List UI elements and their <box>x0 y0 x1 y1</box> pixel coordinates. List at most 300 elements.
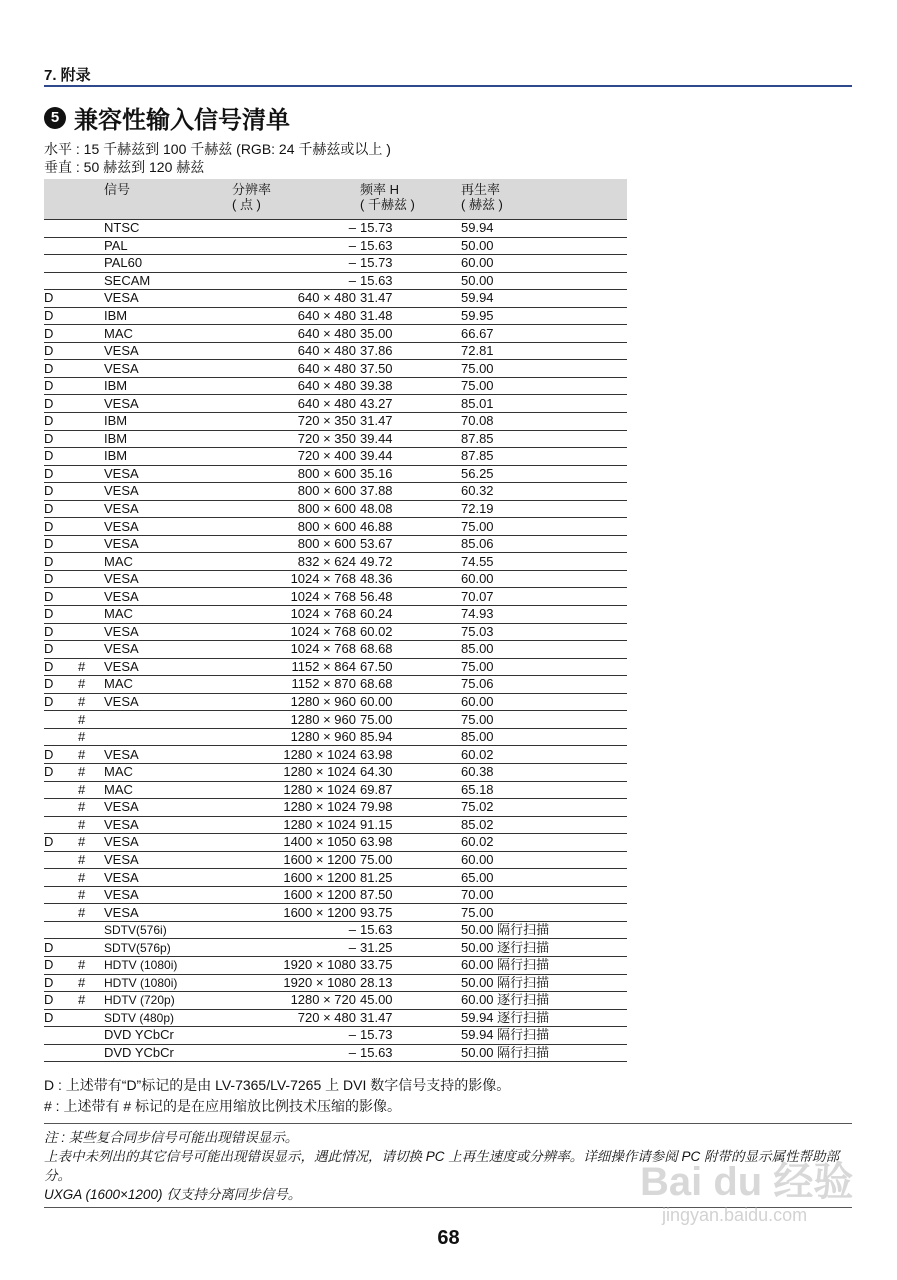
title-number-badge: 5 <box>44 107 66 129</box>
table-row <box>44 623 627 641</box>
cell-frequency: 15.63 <box>360 272 461 290</box>
note-line: UXGA (1600×1200) 仅支持分离同步信号。 <box>44 1187 302 1202</box>
table-row <box>44 869 627 887</box>
cell-refresh: 60.00 <box>461 693 627 711</box>
table-row <box>44 886 627 904</box>
cell-d-mark: D <box>44 693 78 711</box>
cell-frequency: 53.67 <box>360 535 461 553</box>
cell-hash-mark <box>78 1027 104 1045</box>
cell-refresh: 87.85 <box>461 448 627 466</box>
cell-signal: VESA <box>104 869 196 887</box>
table-row <box>44 763 627 781</box>
cell-d-mark <box>44 904 78 922</box>
cell-hash-mark: # <box>78 851 104 869</box>
cell-refresh: 65.18 <box>461 781 627 799</box>
cell-signal: DVD YCbCr <box>104 1027 196 1045</box>
header-frequency-l1: 频率 H <box>360 182 400 197</box>
cell-hash-mark: # <box>78 658 104 676</box>
cell-frequency: 31.47 <box>360 413 461 431</box>
cell-d-mark: D <box>44 290 78 308</box>
cell-hash-mark: # <box>78 816 104 834</box>
cell-frequency: 15.73 <box>360 220 461 238</box>
cell-refresh: 70.08 <box>461 413 627 431</box>
cell-signal: IBM <box>104 377 196 395</box>
cell-signal: VESA <box>104 500 196 518</box>
cell-d-mark: D <box>44 763 78 781</box>
cell-d-mark: D <box>44 307 78 325</box>
cell-d-mark: D <box>44 834 78 852</box>
cell-resolution: 640 × 480 <box>196 342 360 360</box>
table-row <box>44 220 627 238</box>
cell-d-mark: D <box>44 939 78 957</box>
cell-hash-mark <box>78 483 104 501</box>
cell-frequency: 87.50 <box>360 886 461 904</box>
cell-refresh: 60.00 <box>461 570 627 588</box>
header-frequency <box>360 179 461 220</box>
cell-resolution: 1152 × 870 <box>196 676 360 694</box>
cell-d-mark: D <box>44 956 78 974</box>
cell-resolution: 1280 × 1024 <box>196 781 360 799</box>
cell-refresh: 85.00 <box>461 641 627 659</box>
cell-signal: HDTV (720p) <box>104 992 196 1010</box>
cell-d-mark <box>44 237 78 255</box>
cell-resolution: 800 × 600 <box>196 518 360 536</box>
cell-resolution: 1280 × 960 <box>196 693 360 711</box>
table-body <box>44 220 627 1062</box>
cell-d-mark: D <box>44 483 78 501</box>
cell-resolution: 1600 × 1200 <box>196 851 360 869</box>
cell-frequency: 63.98 <box>360 746 461 764</box>
cell-hash-mark: # <box>78 746 104 764</box>
cell-d-mark <box>44 816 78 834</box>
legend-d: D : 上述带有“D”标记的是由 LV-7365/LV-7265 上 DVI 数字信号支持的影像。 <box>44 1077 511 1093</box>
cell-hash-mark <box>78 360 104 378</box>
cell-resolution: 800 × 600 <box>196 535 360 553</box>
cell-resolution: 800 × 600 <box>196 500 360 518</box>
cell-d-mark: D <box>44 992 78 1010</box>
table-row <box>44 483 627 501</box>
cell-hash-mark <box>78 518 104 536</box>
cell-resolution: 1024 × 768 <box>196 570 360 588</box>
cell-frequency: 37.86 <box>360 342 461 360</box>
cell-hash-mark <box>78 1044 104 1062</box>
cell-refresh: 75.00 <box>461 360 627 378</box>
cell-resolution: – <box>196 255 360 273</box>
cell-refresh: 85.02 <box>461 816 627 834</box>
cell-hash-mark: # <box>78 799 104 817</box>
cell-signal: VESA <box>104 641 196 659</box>
cell-d-mark: D <box>44 430 78 448</box>
cell-signal: VESA <box>104 290 196 308</box>
cell-signal: VESA <box>104 834 196 852</box>
cell-signal: IBM <box>104 307 196 325</box>
table-row <box>44 307 627 325</box>
cell-d-mark <box>44 255 78 273</box>
cell-hash-mark: # <box>78 956 104 974</box>
cell-hash-mark: # <box>78 763 104 781</box>
cell-resolution: – <box>196 237 360 255</box>
cell-d-mark <box>44 711 78 729</box>
cell-hash-mark: # <box>78 992 104 1010</box>
legend-hash: # : 上述带有 # 标记的是在应用缩放比例技术压缩的影像。 <box>44 1098 402 1114</box>
cell-refresh: 59.95 <box>461 307 627 325</box>
cell-refresh: 59.94 隔行扫描 <box>461 1027 627 1045</box>
cell-resolution: 640 × 480 <box>196 360 360 378</box>
cell-refresh: 75.00 <box>461 711 627 729</box>
cell-frequency: 28.13 <box>360 974 461 992</box>
table-row <box>44 465 627 483</box>
cell-d-mark <box>44 220 78 238</box>
cell-refresh: 85.01 <box>461 395 627 413</box>
cell-frequency: 68.68 <box>360 676 461 694</box>
cell-hash-mark: # <box>78 711 104 729</box>
cell-signal: VESA <box>104 465 196 483</box>
cell-frequency: 75.00 <box>360 711 461 729</box>
cell-signal: SECAM <box>104 272 196 290</box>
cell-refresh: 72.19 <box>461 500 627 518</box>
cell-refresh: 56.25 <box>461 465 627 483</box>
table-row <box>44 360 627 378</box>
cell-d-mark: D <box>44 1009 78 1027</box>
signal-table <box>44 179 627 1062</box>
cell-hash-mark <box>78 307 104 325</box>
cell-refresh: 75.00 <box>461 518 627 536</box>
table-row <box>44 500 627 518</box>
cell-signal: VESA <box>104 518 196 536</box>
table-header-row <box>44 179 627 220</box>
table-row <box>44 746 627 764</box>
cell-hash-mark <box>78 448 104 466</box>
cell-hash-mark <box>78 237 104 255</box>
cell-signal: IBM <box>104 448 196 466</box>
cell-signal: VESA <box>104 904 196 922</box>
cell-resolution: 640 × 480 <box>196 307 360 325</box>
cell-resolution: 800 × 600 <box>196 465 360 483</box>
cell-refresh: 75.06 <box>461 676 627 694</box>
cell-refresh: 74.55 <box>461 553 627 571</box>
cell-signal: SDTV(576p) <box>104 939 196 957</box>
table-row <box>44 658 627 676</box>
table-row <box>44 851 627 869</box>
cell-hash-mark <box>78 272 104 290</box>
cell-frequency: 75.00 <box>360 851 461 869</box>
baidu-watermark-url: jingyan.baidu.com <box>662 1205 808 1225</box>
cell-resolution: – <box>196 220 360 238</box>
cell-signal: VESA <box>104 535 196 553</box>
cell-hash-mark <box>78 395 104 413</box>
cell-frequency: 85.94 <box>360 728 461 746</box>
cell-refresh: 60.38 <box>461 763 627 781</box>
table-row <box>44 1009 627 1027</box>
cell-refresh: 59.94 逐行扫描 <box>461 1009 627 1027</box>
table-row <box>44 606 627 624</box>
cell-signal: VESA <box>104 360 196 378</box>
cell-d-mark: D <box>44 974 78 992</box>
table-row <box>44 395 627 413</box>
cell-frequency: 46.88 <box>360 518 461 536</box>
cell-d-mark: D <box>44 360 78 378</box>
cell-hash-mark <box>78 342 104 360</box>
cell-d-mark <box>44 799 78 817</box>
cell-refresh: 85.00 <box>461 728 627 746</box>
header-hash <box>78 179 104 220</box>
page-number: 68 <box>437 1227 460 1249</box>
spec-vertical: 垂直 : 50 赫兹到 120 赫兹 <box>44 159 205 175</box>
table-row <box>44 272 627 290</box>
cell-resolution: 1280 × 720 <box>196 992 360 1010</box>
cell-d-mark: D <box>44 395 78 413</box>
cell-d-mark <box>44 886 78 904</box>
cell-resolution: 1280 × 960 <box>196 728 360 746</box>
cell-resolution: – <box>196 921 360 939</box>
cell-hash-mark <box>78 325 104 343</box>
cell-signal: VESA <box>104 588 196 606</box>
cell-hash-mark <box>78 553 104 571</box>
cell-hash-mark: # <box>78 781 104 799</box>
cell-refresh: 50.00 <box>461 237 627 255</box>
cell-refresh: 50.00 隔行扫描 <box>461 921 627 939</box>
cell-frequency: 60.24 <box>360 606 461 624</box>
cell-signal: MAC <box>104 325 196 343</box>
cell-frequency: 31.47 <box>360 290 461 308</box>
table-row <box>44 641 627 659</box>
cell-frequency: 69.87 <box>360 781 461 799</box>
cell-signal: DVD YCbCr <box>104 1044 196 1062</box>
cell-d-mark: D <box>44 413 78 431</box>
cell-hash-mark <box>78 377 104 395</box>
cell-d-mark: D <box>44 658 78 676</box>
table-row <box>44 693 627 711</box>
cell-signal: PAL60 <box>104 255 196 273</box>
cell-hash-mark <box>78 255 104 273</box>
cell-frequency: 81.25 <box>360 869 461 887</box>
cell-hash-mark <box>78 413 104 431</box>
cell-signal: HDTV (1080i) <box>104 974 196 992</box>
cell-d-mark <box>44 1027 78 1045</box>
cell-signal: VESA <box>104 570 196 588</box>
cell-signal: VESA <box>104 693 196 711</box>
cell-resolution: – <box>196 1044 360 1062</box>
cell-frequency: 31.48 <box>360 307 461 325</box>
cell-refresh: 75.03 <box>461 623 627 641</box>
cell-d-mark <box>44 728 78 746</box>
cell-resolution: 1600 × 1200 <box>196 904 360 922</box>
cell-frequency: 15.63 <box>360 1044 461 1062</box>
cell-hash-mark <box>78 570 104 588</box>
cell-d-mark <box>44 869 78 887</box>
cell-frequency: 15.73 <box>360 255 461 273</box>
cell-frequency: 63.98 <box>360 834 461 852</box>
table-row <box>44 518 627 536</box>
cell-frequency: 49.72 <box>360 553 461 571</box>
table-row <box>44 237 627 255</box>
cell-refresh: 60.00 隔行扫描 <box>461 956 627 974</box>
table-row <box>44 956 627 974</box>
cell-d-mark: D <box>44 623 78 641</box>
cell-signal: IBM <box>104 413 196 431</box>
section-rule <box>44 85 852 87</box>
cell-frequency: 60.02 <box>360 623 461 641</box>
cell-hash-mark <box>78 641 104 659</box>
cell-resolution: – <box>196 1027 360 1045</box>
cell-refresh: 60.00 <box>461 851 627 869</box>
table-row <box>44 570 627 588</box>
cell-frequency: 45.00 <box>360 992 461 1010</box>
cell-signal <box>104 711 196 729</box>
cell-signal: VESA <box>104 483 196 501</box>
cell-refresh: 59.94 <box>461 290 627 308</box>
cell-frequency: 68.68 <box>360 641 461 659</box>
cell-refresh: 50.00 隔行扫描 <box>461 974 627 992</box>
header-refresh <box>461 179 627 220</box>
cell-frequency: 67.50 <box>360 658 461 676</box>
cell-resolution: – <box>196 272 360 290</box>
cell-signal <box>104 728 196 746</box>
table-row <box>44 781 627 799</box>
cell-resolution: 1024 × 768 <box>196 641 360 659</box>
table-row <box>44 676 627 694</box>
cell-refresh: 75.00 <box>461 658 627 676</box>
cell-signal: MAC <box>104 606 196 624</box>
cell-d-mark: D <box>44 746 78 764</box>
cell-signal: VESA <box>104 342 196 360</box>
cell-hash-mark: # <box>78 676 104 694</box>
table-row <box>44 325 627 343</box>
section-heading: 7. 附录 <box>44 67 91 84</box>
table-row <box>44 816 627 834</box>
cell-d-mark: D <box>44 342 78 360</box>
cell-frequency: 93.75 <box>360 904 461 922</box>
note-line: 注 : 某些复合同步信号可能出现错误显示。 <box>44 1130 299 1145</box>
cell-resolution: 800 × 600 <box>196 483 360 501</box>
cell-hash-mark <box>78 588 104 606</box>
cell-hash-mark <box>78 500 104 518</box>
cell-d-mark <box>44 1044 78 1062</box>
cell-frequency: 91.15 <box>360 816 461 834</box>
header-resolution-l2: ( 点 ) <box>232 197 261 212</box>
cell-hash-mark <box>78 921 104 939</box>
header-refresh-l2: ( 赫兹 ) <box>461 197 503 212</box>
table-row <box>44 255 627 273</box>
cell-d-mark: D <box>44 325 78 343</box>
cell-signal: IBM <box>104 430 196 448</box>
table-row <box>44 799 627 817</box>
table-row <box>44 939 627 957</box>
cell-resolution: 1920 × 1080 <box>196 974 360 992</box>
cell-resolution: 720 × 480 <box>196 1009 360 1027</box>
header-refresh-l1: 再生率 <box>461 182 501 197</box>
cell-refresh: 66.67 <box>461 325 627 343</box>
cell-refresh: 87.85 <box>461 430 627 448</box>
table-row <box>44 921 627 939</box>
cell-resolution: 1024 × 768 <box>196 588 360 606</box>
cell-hash-mark: # <box>78 834 104 852</box>
cell-hash-mark <box>78 290 104 308</box>
cell-frequency: 48.36 <box>360 570 461 588</box>
cell-refresh: 75.02 <box>461 799 627 817</box>
cell-frequency: 37.50 <box>360 360 461 378</box>
cell-resolution: 640 × 480 <box>196 325 360 343</box>
cell-d-mark: D <box>44 448 78 466</box>
cell-frequency: 39.44 <box>360 430 461 448</box>
table-row <box>44 711 627 729</box>
cell-signal: VESA <box>104 851 196 869</box>
cell-d-mark: D <box>44 518 78 536</box>
cell-d-mark: D <box>44 676 78 694</box>
spec-horizontal: 水平 : 15 千赫兹到 100 千赫兹 (RGB: 24 千赫兹或以上 ) <box>44 141 391 157</box>
header-frequency-l2: ( 千赫兹 ) <box>360 197 415 212</box>
cell-hash-mark <box>78 1009 104 1027</box>
cell-frequency: 15.63 <box>360 921 461 939</box>
cell-resolution: 1152 × 864 <box>196 658 360 676</box>
cell-hash-mark <box>78 430 104 448</box>
header-resolution-l1: 分辨率 <box>232 182 272 197</box>
cell-frequency: 79.98 <box>360 799 461 817</box>
table-row <box>44 342 627 360</box>
cell-frequency: 64.30 <box>360 763 461 781</box>
cell-frequency: 37.88 <box>360 483 461 501</box>
cell-hash-mark <box>78 465 104 483</box>
table-row <box>44 728 627 746</box>
cell-signal: SDTV(576i) <box>104 921 196 939</box>
cell-d-mark <box>44 851 78 869</box>
cell-d-mark: D <box>44 535 78 553</box>
title-text: 兼容性输入信号清单 <box>74 107 290 134</box>
cell-hash-mark <box>78 939 104 957</box>
cell-d-mark: D <box>44 588 78 606</box>
cell-d-mark <box>44 921 78 939</box>
cell-resolution: 1280 × 1024 <box>196 799 360 817</box>
cell-resolution: 640 × 480 <box>196 377 360 395</box>
cell-hash-mark: # <box>78 693 104 711</box>
cell-resolution: 640 × 480 <box>196 290 360 308</box>
baidu-watermark: Bai du 经验 <box>640 1160 854 1204</box>
cell-resolution: 720 × 350 <box>196 413 360 431</box>
cell-refresh: 60.32 <box>461 483 627 501</box>
cell-frequency: 43.27 <box>360 395 461 413</box>
cell-refresh: 60.00 <box>461 255 627 273</box>
cell-refresh: 60.00 逐行扫描 <box>461 992 627 1010</box>
cell-frequency: 35.00 <box>360 325 461 343</box>
cell-resolution: 1280 × 1024 <box>196 746 360 764</box>
cell-frequency: 60.00 <box>360 693 461 711</box>
cell-signal: VESA <box>104 816 196 834</box>
cell-refresh: 75.00 <box>461 377 627 395</box>
cell-d-mark <box>44 272 78 290</box>
table-row <box>44 430 627 448</box>
cell-d-mark: D <box>44 641 78 659</box>
cell-refresh: 75.00 <box>461 904 627 922</box>
table-row <box>44 974 627 992</box>
cell-frequency: 39.44 <box>360 448 461 466</box>
cell-hash-mark <box>78 220 104 238</box>
cell-signal: PAL <box>104 237 196 255</box>
cell-d-mark: D <box>44 553 78 571</box>
cell-resolution: 1600 × 1200 <box>196 886 360 904</box>
cell-signal: NTSC <box>104 220 196 238</box>
table-row <box>44 904 627 922</box>
table-row <box>44 413 627 431</box>
cell-resolution: 832 × 624 <box>196 553 360 571</box>
cell-resolution: 720 × 350 <box>196 430 360 448</box>
cell-frequency: 15.63 <box>360 237 461 255</box>
cell-refresh: 72.81 <box>461 342 627 360</box>
cell-frequency: 56.48 <box>360 588 461 606</box>
cell-refresh: 70.00 <box>461 886 627 904</box>
table-row <box>44 1044 627 1062</box>
table-row <box>44 588 627 606</box>
cell-signal: VESA <box>104 799 196 817</box>
